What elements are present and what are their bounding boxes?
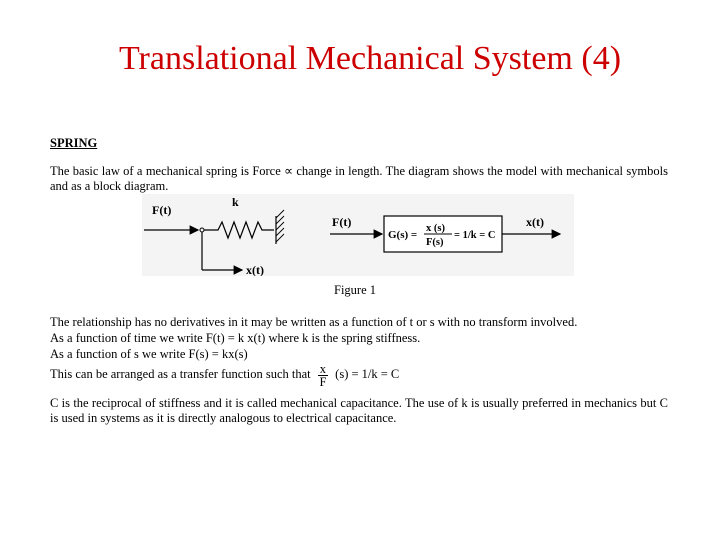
slide-title: Translational Mechanical System (4) bbox=[118, 40, 622, 77]
displacement-label: x(t) bbox=[246, 263, 264, 276]
spring-diagram bbox=[142, 194, 574, 276]
wall-hatch bbox=[276, 210, 284, 242]
intro-paragraph: The basic law of a mechanical spring is Force ∝ change in length. The diagram shows the model with mechanical symbols and as a block diagram. bbox=[50, 164, 668, 193]
figure-caption: Figure 1 bbox=[334, 283, 377, 297]
text-line-3: As a function of s we write F(s) = kx(s) bbox=[50, 347, 248, 361]
text-line-4 bbox=[50, 360, 399, 388]
text-line-1: The relationship has no derivatives in it may be written as a function of t or s with no transform involved. bbox=[50, 315, 578, 329]
block-denominator: F(s) bbox=[426, 237, 444, 248]
closing-paragraph: C is the reciprocal of stiffness and it is called mechanical capacitance. The use of k is usually preferred in mechanics but C is used in systems as it is directly analogous to electrical capacitance. bbox=[50, 396, 668, 425]
transfer-fraction bbox=[318, 363, 328, 388]
transfer-prefix: This can be arranged as a transfer function such that bbox=[50, 367, 311, 381]
spring-label: k bbox=[232, 195, 239, 209]
transfer-numerator: x bbox=[319, 361, 327, 376]
force-label: F(t) bbox=[152, 203, 172, 217]
block-lhs: G(s) = bbox=[388, 229, 418, 241]
block-input-label: F(t) bbox=[332, 215, 352, 229]
block-output-label: x(t) bbox=[526, 215, 544, 229]
transfer-denominator: F bbox=[319, 374, 327, 389]
block-rhs: = 1/k = C bbox=[454, 230, 496, 241]
text-line-2: As a function of time we write F(t) = k x(t) where k is the spring stiffness. bbox=[50, 331, 421, 345]
node-point bbox=[200, 228, 204, 232]
spring-zigzag bbox=[204, 222, 274, 238]
section-heading: SPRING bbox=[50, 136, 98, 150]
block-numerator: x (s) bbox=[426, 223, 445, 234]
transfer-suffix: (s) = 1/k = C bbox=[335, 367, 400, 381]
